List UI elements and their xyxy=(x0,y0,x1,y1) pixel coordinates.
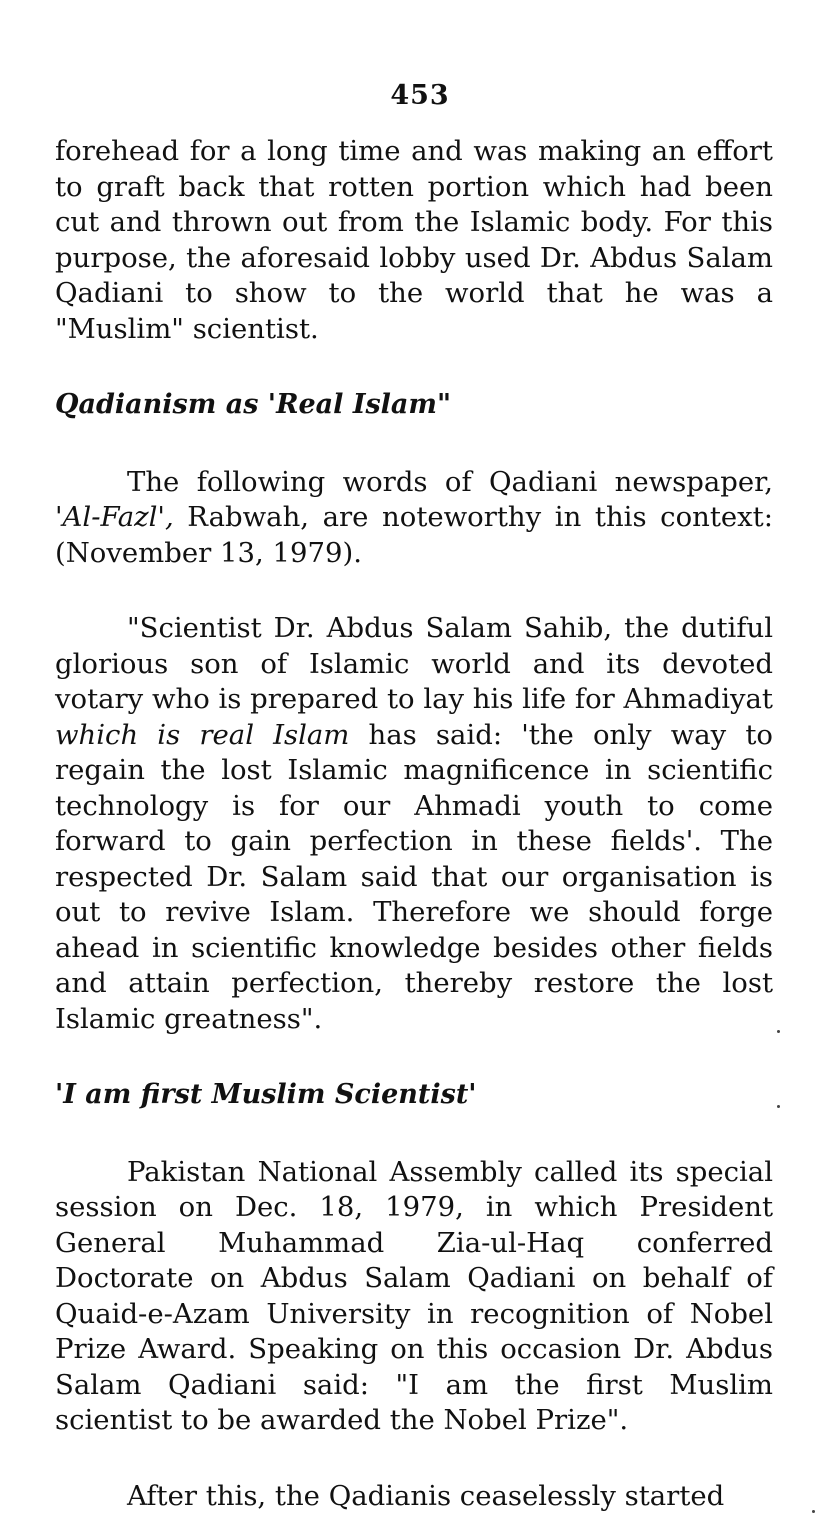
paragraph-closing: After this, the Qadianis ceaselessly started xyxy=(127,1479,725,1512)
paragraph-al-fazl-tail: Rabwah, are noteworthy in this context: (November 13, 1979). xyxy=(55,501,773,569)
quote-emphasis-real-islam: real Islam xyxy=(199,718,350,751)
page-body xyxy=(55,134,773,1514)
scan-speck xyxy=(777,1030,780,1033)
scan-speck xyxy=(777,1105,780,1108)
paragraph-quote-al-fazl xyxy=(55,611,773,1037)
paragraph-continuation: forehead for a long time and was making an effort to graft back that rotten portion which had been cut and thrown out from the Islamic body. For this purpose, the aforesaid lobby used Dr. Abdus Salam Qadiani to show to the world that he was a "Muslim" scientist. xyxy=(55,135,773,345)
quote-emphasis-which-is: which is xyxy=(55,718,181,751)
paragraph-al-fazl-intro xyxy=(55,465,773,572)
page-number: 453 xyxy=(390,80,450,111)
scan-speck xyxy=(812,1510,815,1513)
newspaper-title: 'Al-Fazl', xyxy=(55,501,174,533)
section-heading-first-muslim-scientist: 'I am first Muslim Scientist' xyxy=(55,1079,477,1110)
paragraph-al-fazl-lead: The following words of Qadiani newspaper, xyxy=(127,465,773,498)
paragraph-national-assembly: Pakistan National Assembly called its special session on Dec. 18, 1979, in which President General Muhammad Zia-ul-Haq conferred Doctorate on Abdus Salam Qadiani on behalf of Quaid-e-Azam University in recognition of Nobel Prize Award. Speaking on this occasion Dr. Abdus Salam Qadiani said: "I am the first Muslim scientist to be awarded the Nobel Prize". xyxy=(55,1155,773,1436)
section-heading-real-islam: Qadianism as 'Real Islam" xyxy=(55,389,452,420)
quote-lead: "Scientist Dr. Abdus Salam Sahib, the dutiful glorious son of Islamic world and its devoted votary who is prepared to lay his life for Ahmadiyat xyxy=(55,612,773,715)
quote-tail: has said: 'the only way to regain the lost Islamic magnificence in scientific technology is for our Ahmadi youth to come forward to gain perfection in these fields'. The respected Dr. Salam said that our organisation is out to revive Islam. Therefore we should forge ahead in scientific knowledge besides other fields and attain perfection, thereby restore the lost Islamic greatness". xyxy=(55,718,773,1035)
